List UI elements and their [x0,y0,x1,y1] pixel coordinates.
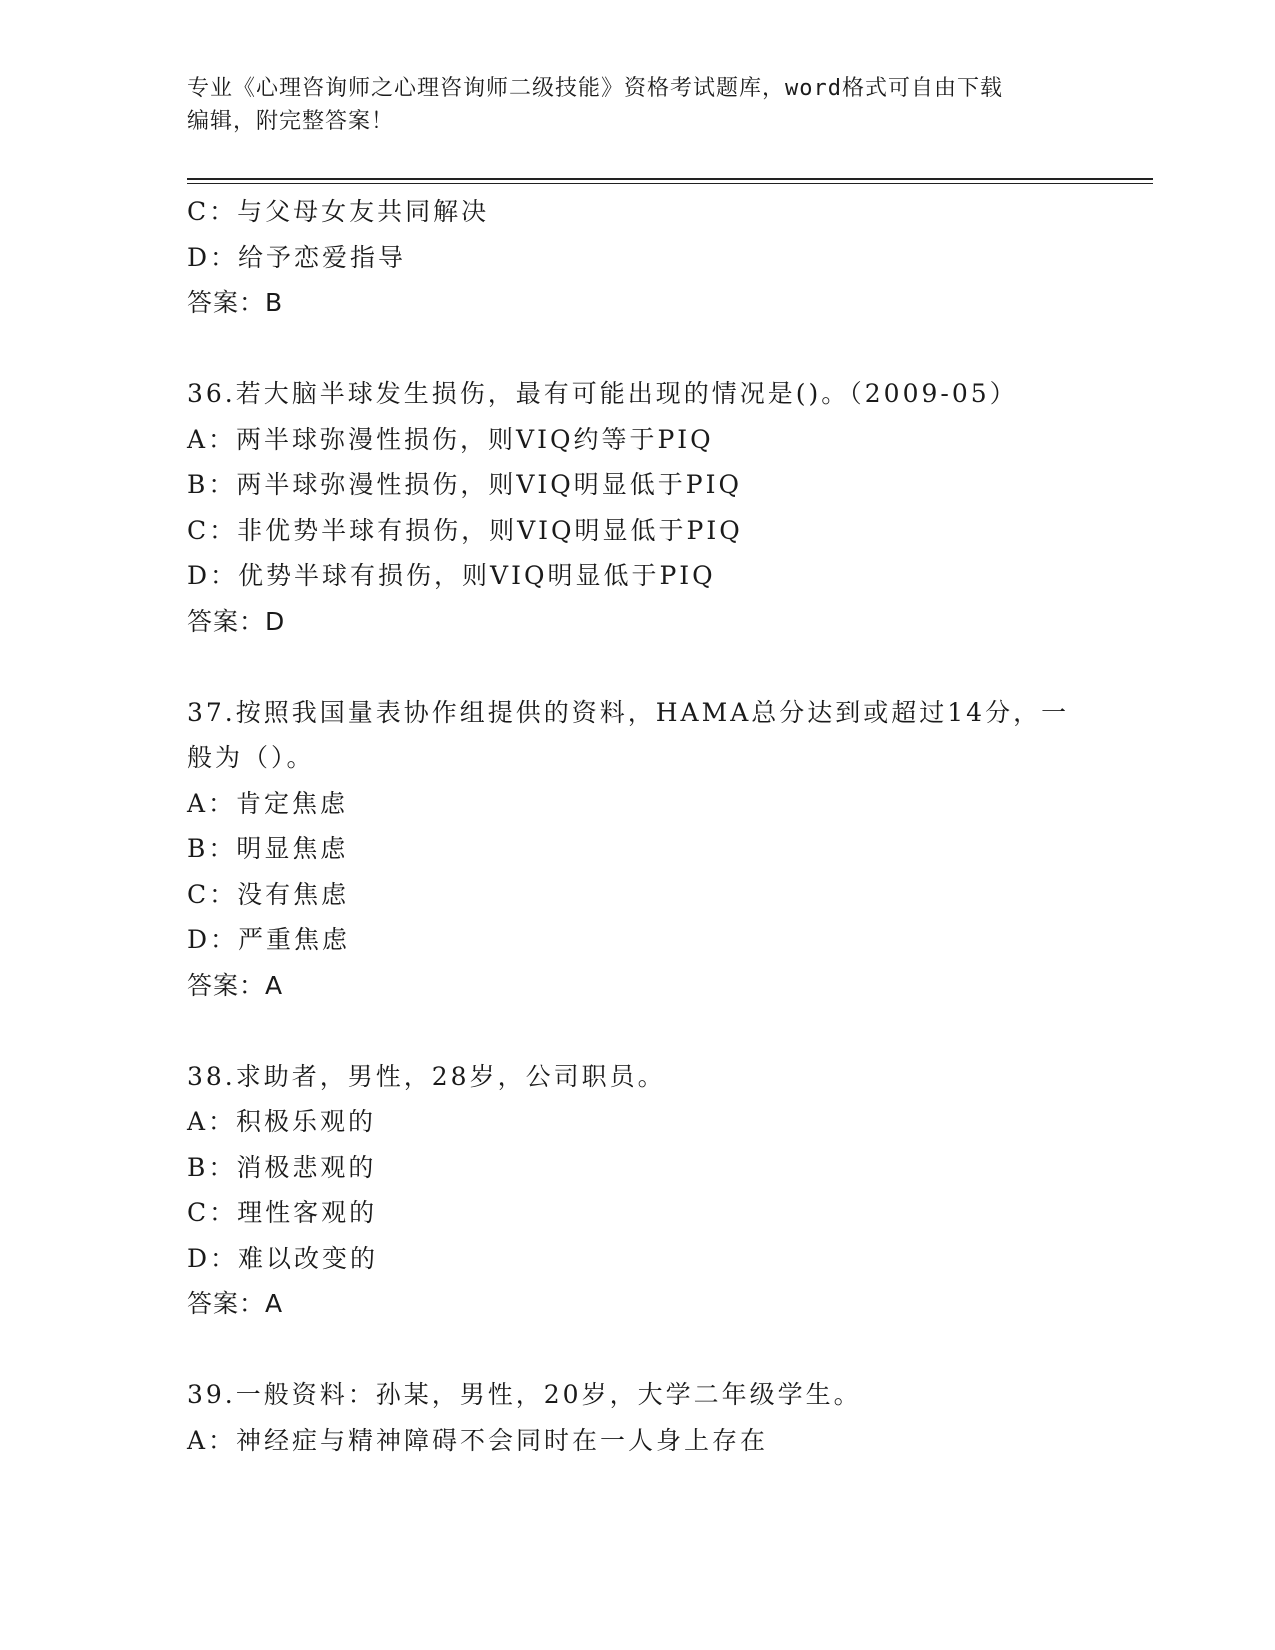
question-line: 39.一般资料：孙某，男性，20岁，大学二年级学生。 [187,1380,862,1409]
question-line: C：非优势半球有损伤，则VIQ明显低于PIQ [187,515,743,545]
header-rule-thick [187,178,1153,180]
question-line: D：优势半球有损伤，则VIQ明显低于PIQ [187,561,716,590]
question-list [187,189,1087,1463]
header-rule-thin [187,183,1153,184]
question-line: D：难以改变的 [187,1243,379,1273]
question-line: 36.若大脑半球发生损伤，最有可能出现的情况是()。（2009-05） [187,379,1018,408]
question-line: 37.按照我国量表协作组提供的资料，HAMA总分达到或超过14分，一 [187,697,1070,727]
document-header [187,72,1067,138]
blank-line [187,1008,1087,1054]
header-line-2: 编辑，附完整答案！ [187,109,395,134]
answer-line: 答案：B [187,288,284,317]
question-line: B：消极悲观的 [187,1152,377,1182]
question-line: 般为（）。 [187,743,315,772]
question-line: A：积极乐观的 [187,1107,377,1136]
question-line: B：明显焦虑 [187,834,349,863]
question-line: D：给予恋爱指导 [187,242,407,272]
question-line: C：没有焦虑 [187,879,350,909]
blank-line [187,326,1087,372]
answer-line: 答案：D [187,606,286,636]
answer-line: 答案：A [187,970,284,1000]
header-line-1: 专业《心理咨询师之心理咨询师二级技能》资格考试题库，word格式可自由下载 [187,76,1003,101]
blank-line [187,1327,1087,1373]
question-line: D：严重焦虑 [187,925,351,954]
question-line: A：神经症与精神障碍不会同时在一人身上存在 [187,1425,769,1455]
question-line: A：肯定焦虑 [187,788,349,818]
question-line: C：与父母女友共同解决 [187,197,490,226]
question-line: C：理性客观的 [187,1198,378,1227]
question-line: A：两半球弥漫性损伤，则VIQ约等于PIQ [187,424,714,454]
question-line: 38.求助者，男性，28岁，公司职员。 [187,1061,666,1091]
answer-line: 答案：A [187,1289,284,1318]
question-line: B：两半球弥漫性损伤，则VIQ明显低于PIQ [187,470,742,499]
blank-line [187,644,1087,690]
